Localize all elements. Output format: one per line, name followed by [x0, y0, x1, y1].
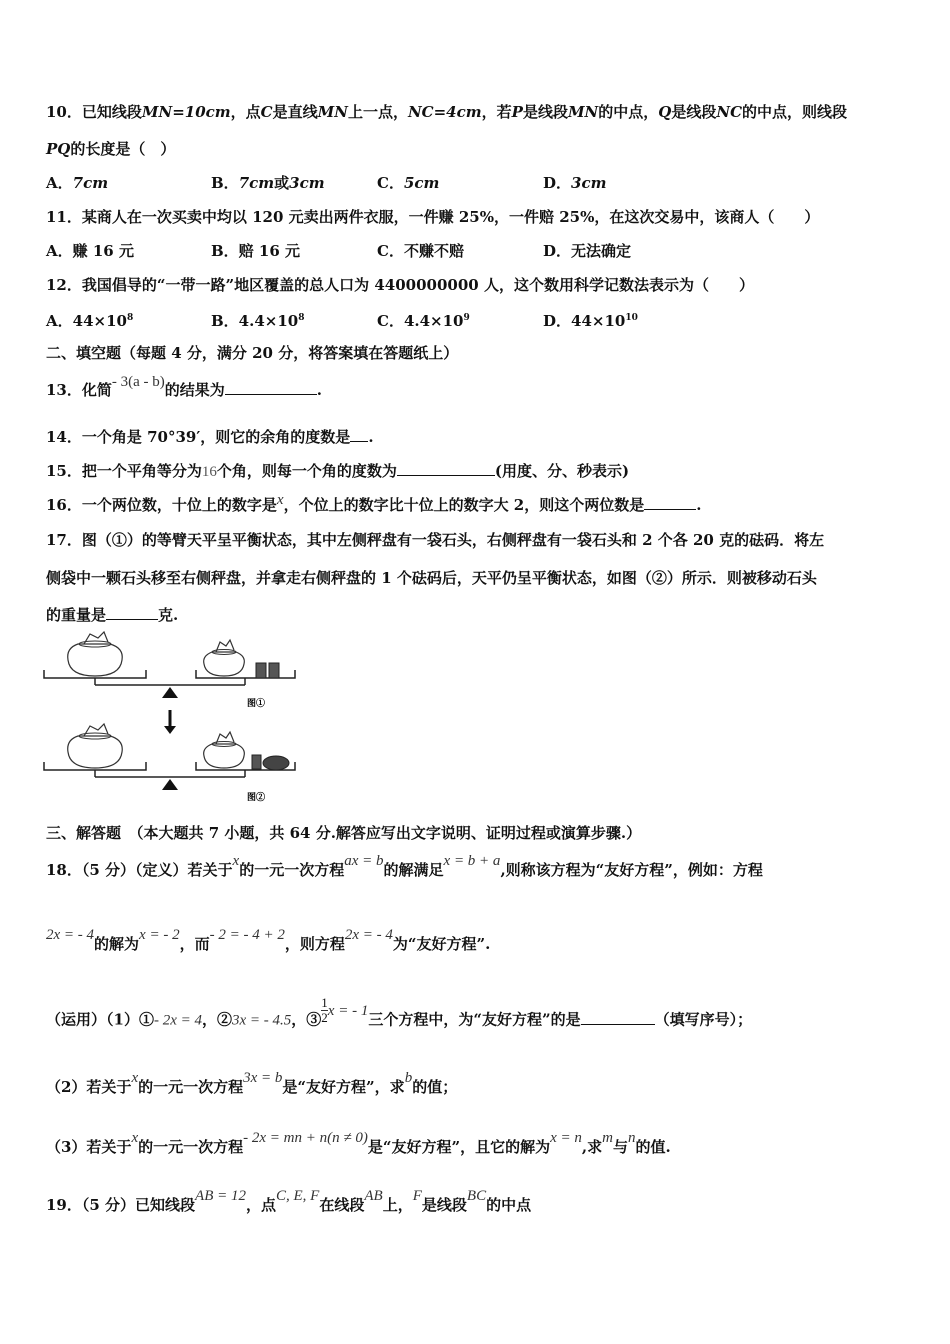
stone-bag-icon — [204, 640, 245, 676]
stone-bag-icon — [68, 632, 123, 676]
fraction-one-half: $\frac{1}{2}$ — [321, 995, 328, 1025]
q10-option-a[interactable]: A．7cm — [46, 174, 109, 192]
q16-answer-blank[interactable] — [644, 495, 696, 510]
q13-answer-blank[interactable] — [225, 380, 317, 395]
stone-bag-icon — [204, 732, 245, 768]
weight-icon — [256, 663, 266, 678]
balance-scale-2 — [44, 724, 295, 802]
q10-line2: PQ的长度是（ ） — [46, 140, 176, 158]
q18-answer-blank[interactable] — [581, 1010, 655, 1025]
q19: 19．（5 分）已知线段AB = 12，点C, E, F在线段AB上，F是线段BC的中点 — [46, 1188, 532, 1214]
balance-scale-1 — [44, 632, 295, 708]
q16: 16．一个两位数，十位上的数字是x，个位上的数字比十位上的数字大 2，则这个两位数是 . — [46, 492, 702, 514]
q11-option-c[interactable]: C．不赚不赔 — [377, 242, 464, 260]
q14: 14．一个角是 70°39′，则它的余角的度数是 . — [46, 428, 374, 446]
q12-option-d[interactable]: D．$44\times 10^{10}$ — [543, 312, 638, 330]
balance-figure — [40, 630, 310, 810]
q18-line4: （2）若关于x的一元一次方程3x = b是“友好方程”，求b的值； — [46, 1070, 458, 1096]
q12-stem: 12．我国倡导的“一带一路”地区覆盖的总人口为 4400000000 人，这个数用科学记数法表示为（ ） — [46, 276, 754, 294]
q18-line2: 2x = - 4的解为x = - 2，而- 2 = - 4 + 2，则方程2x = - 4为“友好方程”. — [46, 927, 491, 953]
q15-answer-blank[interactable] — [397, 461, 495, 476]
q18-line3: （运用）（1）①- 2x = 4，②3x = - 4.5，③ $\frac{1}{2}$ x = - 1三个方程中，为“友好方程”的是 （填写序号）； — [46, 995, 753, 1029]
q10-option-b[interactable]: B．7cm或3cm — [211, 174, 325, 192]
q17-line2: 侧袋中一颗石头移至右侧秤盘，并拿走右侧秤盘的 1 个砝码后，天平仍呈平衡状态，如图（②）所示．则被移动石头 — [46, 569, 817, 587]
q10-line1: 10．已知线段MN=10cm，点C是直线MN上一点，NC=4cm，若P是线段MN的中点，Q是线段NC的中点，则线段 — [46, 103, 848, 121]
q10-option-d[interactable]: D．3cm — [543, 174, 607, 192]
q12-option-b[interactable]: B．$4.4\times 10^8$ — [211, 312, 305, 330]
q17-line1: 17．图（①）的等臂天平呈平衡状态，其中左侧秤盘有一袋石头，右侧秤盘有一袋石头和 2 个各 20 克的砝码．将左 — [46, 531, 825, 549]
q11-option-d[interactable]: D．无法确定 — [543, 242, 632, 260]
section2-heading: 二、填空题（每题 4 分，满分 20 分，将答案填在答题纸上） — [46, 344, 459, 362]
q11-option-a[interactable]: A．赚 16 元 — [46, 242, 134, 260]
fulcrum-icon — [162, 779, 178, 790]
q12-option-c[interactable]: C．$4.4\times 10^9$ — [377, 312, 470, 330]
fulcrum-icon — [162, 687, 178, 698]
figure-2-label: 图② — [247, 792, 266, 802]
q10-option-c[interactable]: C．5cm — [377, 174, 440, 192]
section3-heading: 三、解答题 （本大题共 7 小题，共 64 分.解答应写出文字说明、证明过程或演算步骤.） — [46, 824, 642, 842]
q18-line1: 18．（5 分）（定义）若关于x的一元一次方程ax = b的解满足x = b + a,则称该方程为“友好方程”，例如：方程 — [46, 853, 763, 879]
weight-icon — [269, 663, 279, 678]
q11-stem: 11．某商人在一次买卖中均以 120 元卖出两件衣服，一件赚 25%，一件赔 25%，在这次交易中，该商人（ ） — [46, 208, 820, 226]
figure-1-label: 图① — [247, 698, 266, 708]
q13: 13．化简- 3(a - b)的结果为 . — [46, 374, 323, 399]
q17-answer-blank[interactable] — [106, 605, 158, 620]
weight-icon — [252, 755, 261, 769]
q12-option-a[interactable]: A．$44\times 10^8$ — [46, 312, 134, 330]
stone-bag-icon — [68, 724, 123, 768]
q15: 15．把一个平角等分为16个角，则每一个角的度数为 (用度、分、秒表示) — [46, 462, 630, 480]
stone-icon — [263, 756, 289, 770]
q11-option-b[interactable]: B．赔 16 元 — [211, 242, 300, 260]
down-arrow-icon — [164, 710, 176, 734]
q18-line5: （3）若关于x的一元一次方程- 2x = mn + n(n ≠ 0)是“友好方程”，且它的解为x = n,求m与n的值. — [46, 1130, 671, 1156]
q17-line3: 的重量是 克. — [46, 606, 179, 624]
q14-answer-blank[interactable] — [350, 427, 368, 442]
